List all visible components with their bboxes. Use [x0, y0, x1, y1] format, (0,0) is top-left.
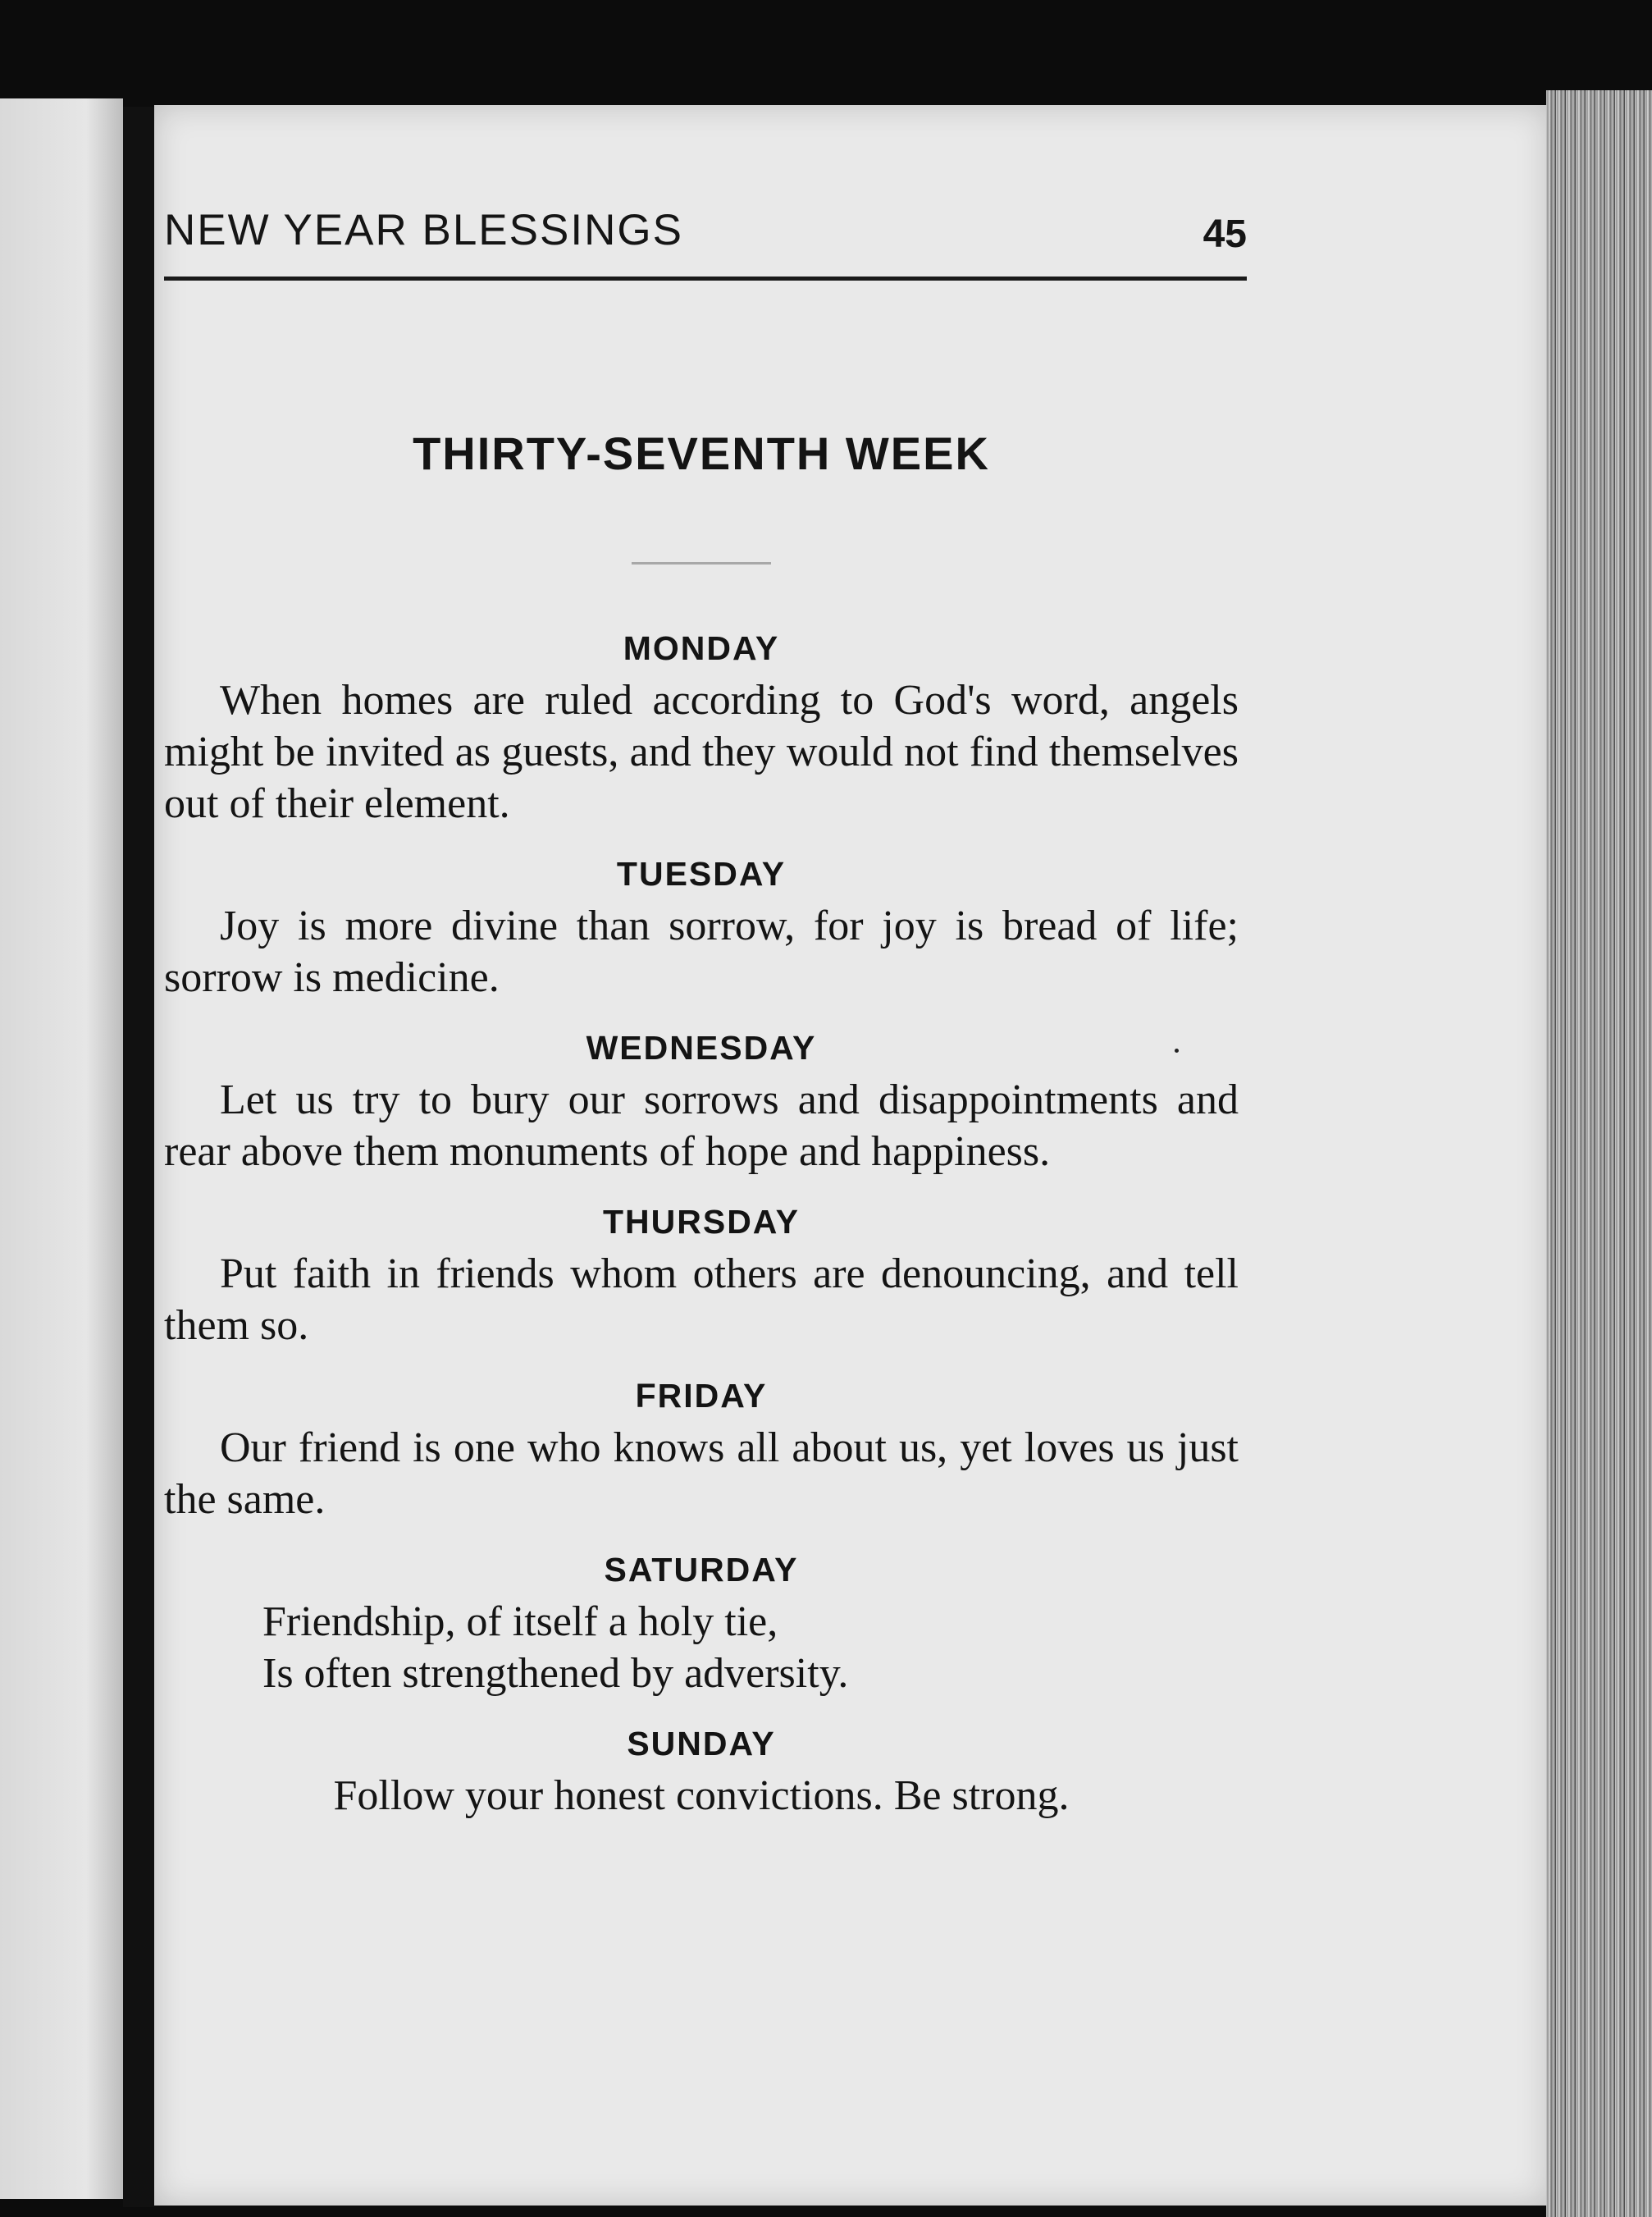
day-entry-wednesday — [164, 1022, 1239, 1177]
verse-line: Is often strengthened by adversity. — [262, 1650, 849, 1697]
day-text: Joy is more divine than sorrow, for joy is bread of life; sorrow is medicine. — [164, 903, 1239, 1001]
day-text: When homes are ruled according to God's word, angels might be invited as guests, and they would not find themselves out of their element. — [164, 677, 1239, 827]
day-heading: FRIDAY — [635, 1377, 768, 1415]
day-entry-thursday — [164, 1195, 1239, 1351]
page-content — [164, 427, 1239, 1840]
day-text: Put faith in friends whom others are denouncing, and tell them so. — [164, 1250, 1239, 1349]
day-entry-tuesday — [164, 848, 1239, 1003]
day-heading: WEDNESDAY — [586, 1029, 817, 1067]
day-entry-saturday — [164, 1543, 1239, 1699]
week-title: THIRTY-SEVENTH WEEK — [413, 427, 990, 479]
running-title: NEW YEAR BLESSINGS — [164, 206, 683, 254]
day-text: Our friend is one who knows all about us, yet loves us just the same. — [164, 1424, 1239, 1523]
print-speck — [1175, 1049, 1179, 1053]
header-rule — [164, 277, 1247, 281]
verse-line: Friendship, of itself a holy tie, — [262, 1598, 778, 1645]
day-entry-sunday — [164, 1717, 1239, 1822]
day-text: Let us try to bury our sorrows and disappointments and rear above them monuments of hope and happiness. — [164, 1077, 1239, 1175]
day-heading: MONDAY — [623, 629, 780, 667]
day-heading: THURSDAY — [602, 1203, 801, 1241]
book-page-edges — [1546, 90, 1652, 2217]
day-heading: SATURDAY — [604, 1551, 799, 1588]
page-number: 45 — [1202, 213, 1247, 256]
title-ornament-rule — [632, 562, 771, 565]
book-gutter — [123, 107, 154, 2207]
day-entry-friday — [164, 1369, 1239, 1525]
page-header — [164, 205, 1247, 295]
day-heading: TUESDAY — [616, 855, 787, 893]
day-entry-monday — [164, 622, 1239, 830]
day-heading: SUNDAY — [627, 1725, 776, 1762]
day-text: Follow your honest convictions. Be strong. — [333, 1772, 1070, 1819]
facing-page-edge — [0, 98, 123, 2199]
